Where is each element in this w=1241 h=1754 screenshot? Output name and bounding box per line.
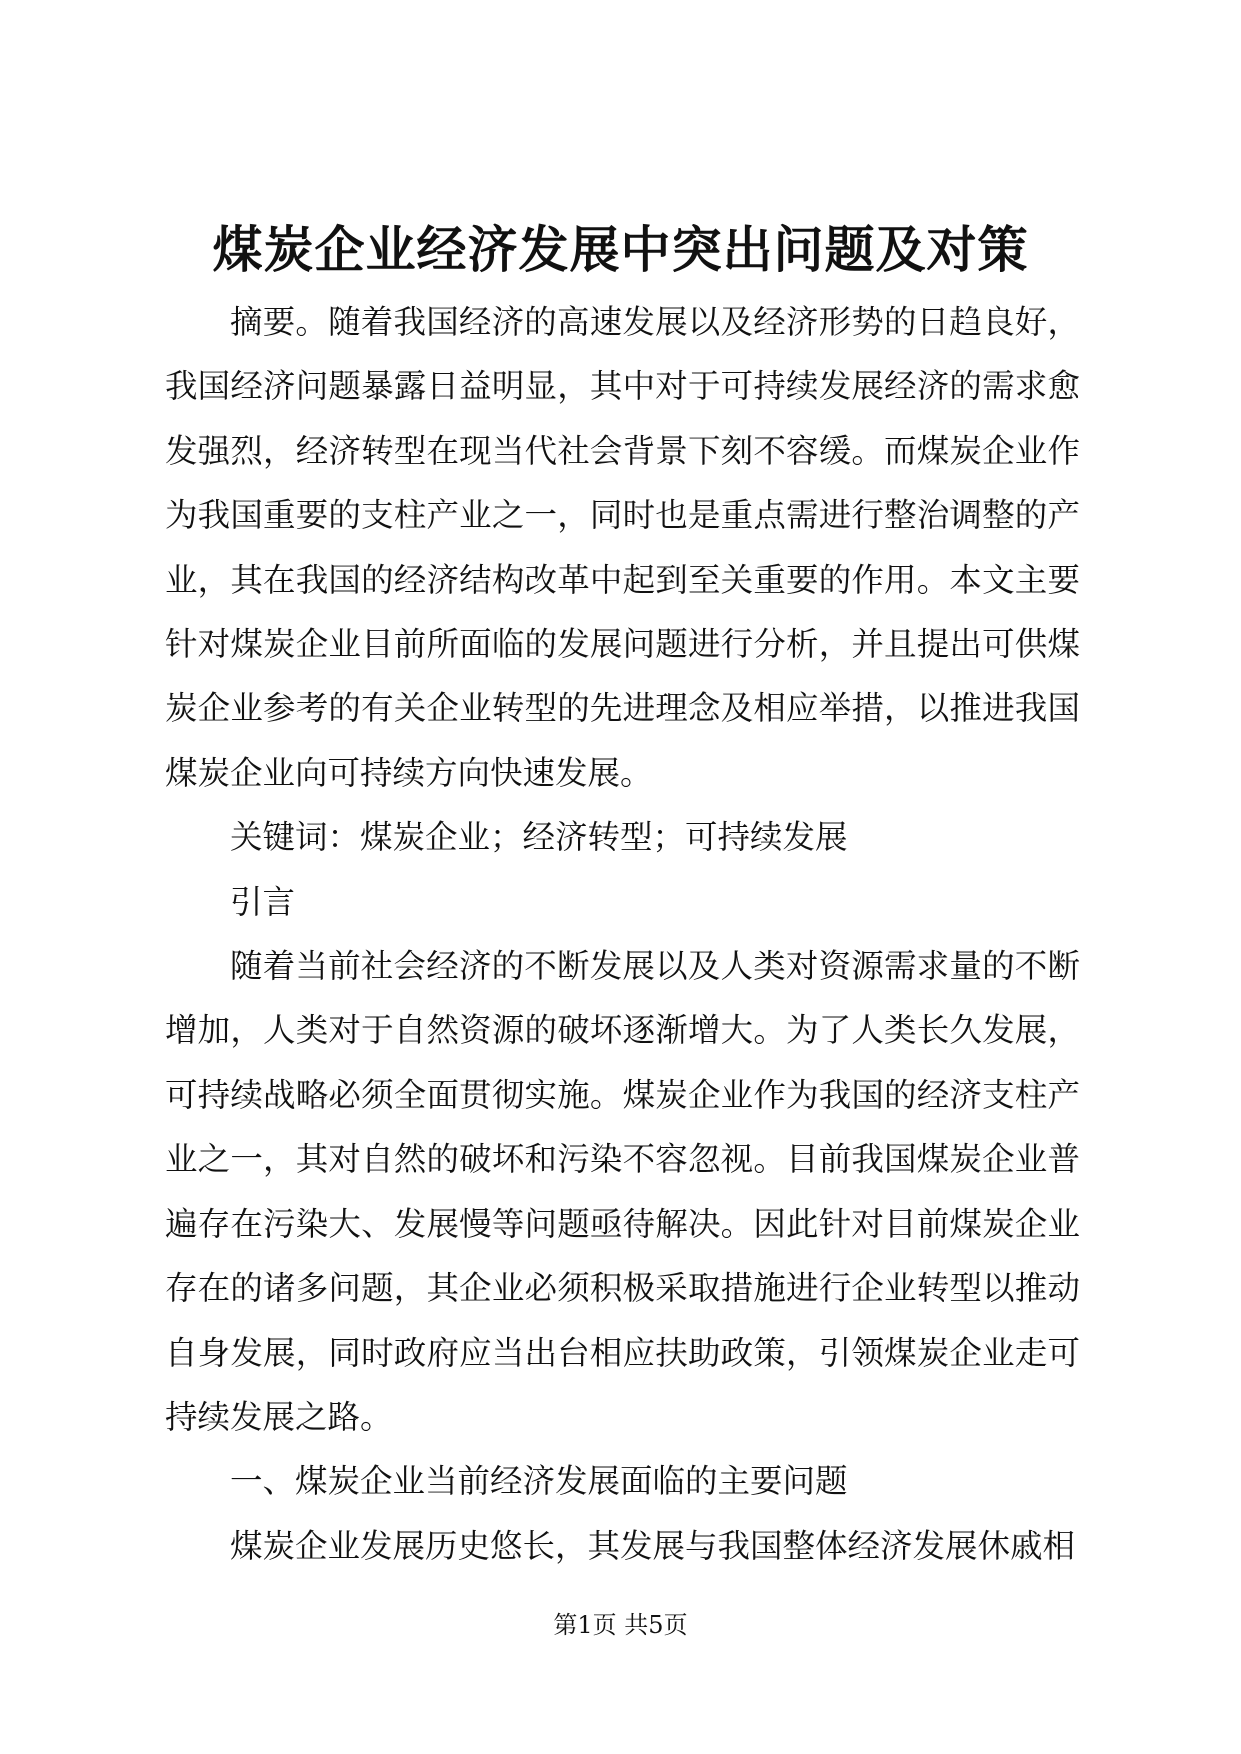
- intro-paragraph: 随着当前社会经济的不断发展以及人类对资源需求量的不断增加，人类对于自然资源的破坏逐渐增大。为了人类长久发展，可持续战略必须全面贯彻实施。煤炭企业作为我国的经济支柱产业之一，其对自然的破坏和污染不容忽视。目前我国煤炭企业普遍存在污染大、发展慢等问题亟待解决。因此针对目前煤炭企业存在的诸多问题，其企业必须积极采取措施进行企业转型以推动自身发展，同时政府应当出台相应扶助政策，引领煤炭企业走可持续发展之路。: [165, 947, 1080, 1436]
- section-1-paragraph: 煤炭企业发展历史悠长，其发展与我国整体经济发展休戚相: [230, 1526, 1076, 1565]
- document-body: [165, 290, 1080, 1578]
- page-footer: 第1页 共5页: [553, 1611, 688, 1639]
- abstract-paragraph: 摘要。随着我国经济的高速发展以及经济形势的日趋良好，我国经济问题暴露日益明显，其中对于可持续发展经济的需求愈发强烈，经济转型在现当代社会背景下刻不容缓。而煤炭企业作为我国重要的支柱产业之一，同时也是重点需进行整治调整的产业，其在我国的经济结构改革中起到至关重要的作用。本文主要针对煤炭企业目前所面临的发展问题进行分析，并且提出可供煤炭企业参考的有关企业转型的先进理念及相应举措，以推进我国煤炭企业向可持续方向快速发展。: [165, 303, 1080, 792]
- keywords-line: 关键词：煤炭企业；经济转型；可持续发展: [230, 818, 848, 857]
- document-title: 煤炭企业经济发展中突出问题及对策: [212, 220, 1029, 279]
- intro-heading: 引言: [230, 882, 296, 921]
- section-1-heading: 一、煤炭企业当前经济发展面临的主要问题: [230, 1462, 848, 1501]
